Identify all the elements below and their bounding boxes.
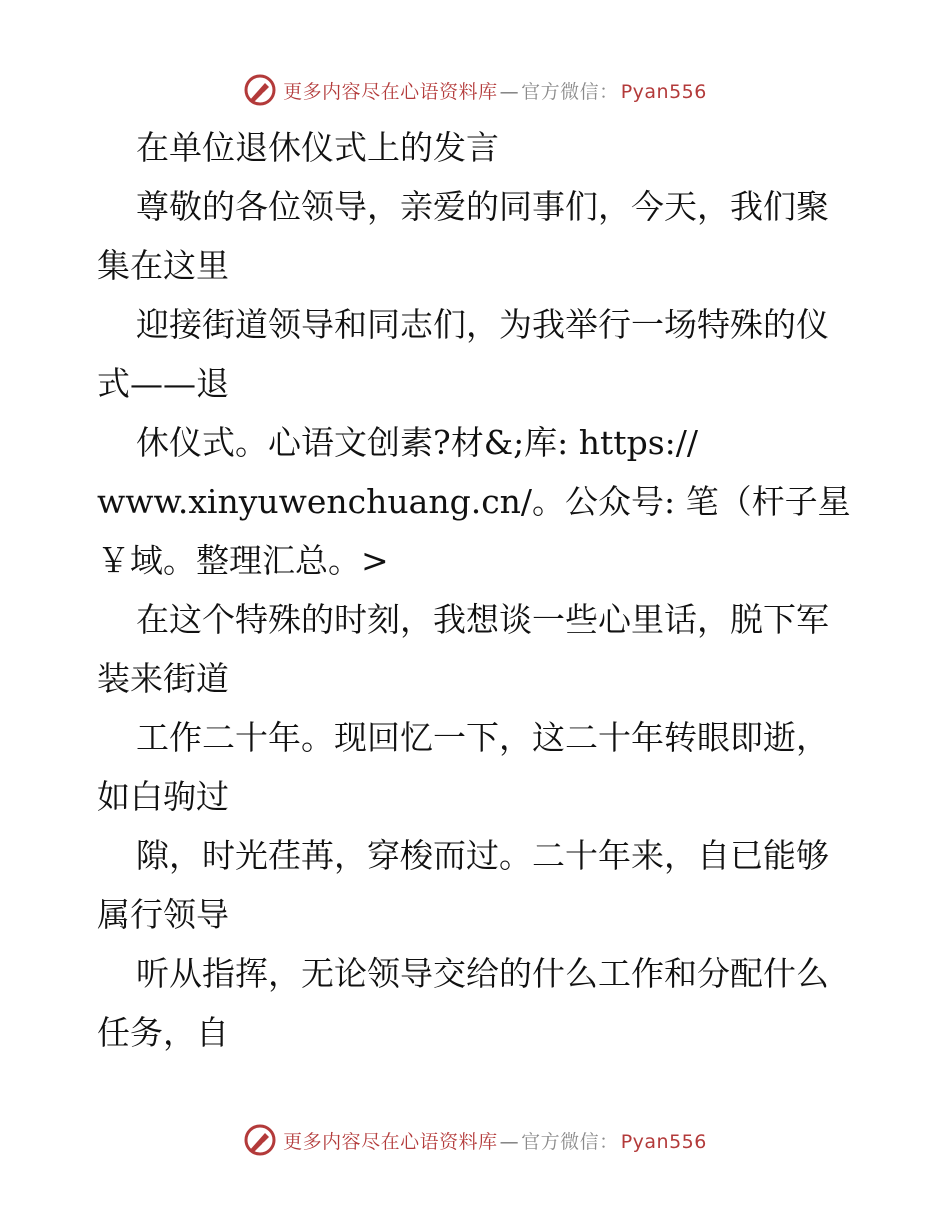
header-lead: 更多内容尽在心语资料库	[283, 80, 498, 103]
footer-wechat-id: Pyan556	[620, 1130, 707, 1153]
footer-watermark	[0, 1120, 950, 1160]
pen-logo-icon	[243, 73, 277, 107]
header-watermark	[0, 70, 950, 110]
text-line: 隙，时光荏苒，穿梭而过。二十年来，自已能够	[136, 836, 829, 875]
text-line: 如白驹过	[97, 777, 229, 816]
text-line: 属行领导	[97, 895, 229, 934]
pen-logo-icon	[243, 1123, 277, 1157]
footer-lead: 更多内容尽在心语资料库	[283, 1130, 498, 1153]
text-line: www.xinyuwenchuang.cn/。公众号: 笔（杆子星	[97, 482, 851, 521]
footer-dash: —	[499, 1130, 520, 1153]
text-line: ￥域。整理汇总。>	[97, 541, 389, 580]
text-line: 任务，自	[97, 1013, 229, 1052]
text-line: 集在这里	[97, 246, 229, 285]
text-line: 装来街道	[97, 659, 229, 698]
text-line: 迎接街道领导和同志们，为我举行一场特殊的仪	[136, 305, 829, 344]
text-line: 工作二十年。现回忆一下，这二十年转眼即逝，	[136, 718, 829, 757]
text-line: 尊敬的各位领导，亲爱的同事们，今天，我们聚	[136, 187, 829, 226]
header-wechat-id: Pyan556	[620, 80, 707, 103]
header-wechat-label: 官方微信：	[521, 80, 619, 103]
footer-watermark-text	[283, 1127, 707, 1154]
header-dash: —	[499, 80, 520, 103]
header-watermark-text	[283, 77, 707, 104]
document-title: 在单位退休仪式上的发言	[136, 128, 499, 167]
text-line: 休仪式。心语文创素?材&;库: https://	[136, 423, 698, 462]
footer-wechat-label: 官方微信：	[521, 1130, 619, 1153]
document-body	[97, 118, 857, 1062]
text-line: 式——退	[97, 364, 229, 403]
text-line: 听从指挥，无论领导交给的什么工作和分配什么	[136, 954, 829, 993]
text-line: 在这个特殊的时刻，我想谈一些心里话，脱下军	[136, 600, 829, 639]
